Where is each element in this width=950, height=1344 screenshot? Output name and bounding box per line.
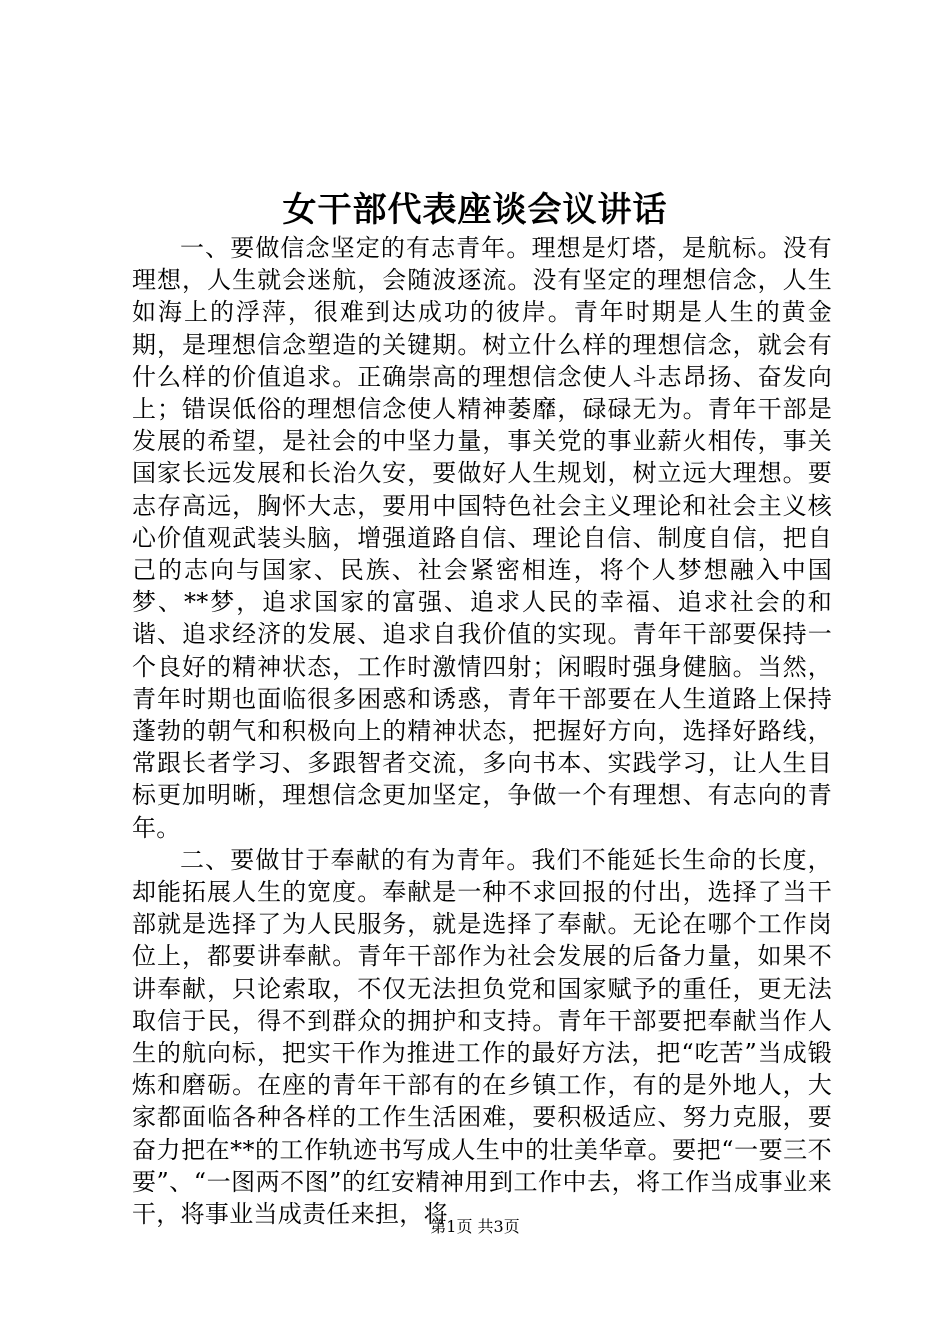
- paragraph-1: 一、要做信念坚定的有志青年。理想是灯塔，是航标。没有理想，人生就会迷航，会随波逐流。没有坚定的理想信念，人生如海上的浮萍，很难到达成功的彼岸。青年时期是人生的黄金期，是理想信念塑造的关键期。树立什么样的理想信念，就会有什么样的价值追求。正确崇高的理想信念使人斗志昂扬、奋发向上；错误低俗的理想信念使人精神萎靡，碌碌无为。青年干部是发展的希望，是社会的中坚力量，事关党的事业薪火相传，事关国家长远发展和长治久安，要做好人生规划，树立远大理想。要志存高远，胸怀大志，要用中国特色社会主义理论和社会主义核心价值观武装头脑，增强道路自信、理论自信、制度自信，把自己的志向与国家、民族、社会紧密相连，将个人梦想融入中国梦、**梦，追求国家的富强、追求人民的幸福、追求社会的和谐、追求经济的发展、追求自我价值的实现。青年干部要保持一个良好的精神状态，工作时激情四射；闲暇时强身健脑。当然，青年时期也面临很多困惑和诱惑，青年干部要在人生道路上保持蓬勃的朝气和积极向上的精神状态，把握好方向，选择好路线，常跟长者学习、多跟智者交流，多向书本、实践学习，让人生目标更加明晰，理想信念更加坚定，争做一个有理想、有志向的青年。: [132, 234, 832, 842]
- document-body: [132, 232, 832, 1230]
- page-footer: 第1页 共3页: [430, 1217, 520, 1236]
- document-title: 女干部代表座谈会议讲话: [282, 190, 668, 230]
- paragraph-2: 二、要做甘于奉献的有为青年。我们不能延长生命的长度，却能拓展人生的宽度。奉献是一种不求回报的付出，选择了当干部就是选择了为人民服务，就是选择了奉献。无论在哪个工作岗位上，都要讲奉献。青年干部作为社会发展的后备力量，如果不讲奉献，只论索取，不仅无法担负党和国家赋予的重任，更无法取信于民，得不到群众的拥护和支持。青年干部要把奉献当作人生的航向标，把实干作为推进工作的最好方法，把“吃苦”当成锻炼和磨砺。在座的青年干部有的在乡镇工作，有的是外地人，大家都面临各种各样的工作生活困难，要积极适应、努力克服，要奋力把在**的工作轨迹书写成人生中的壮美华章。要把“一要三不要”、“一图两不图”的红安精神用到工作中去，将工作当成事业来干，将事业当成责任来担，将: [132, 845, 832, 1229]
